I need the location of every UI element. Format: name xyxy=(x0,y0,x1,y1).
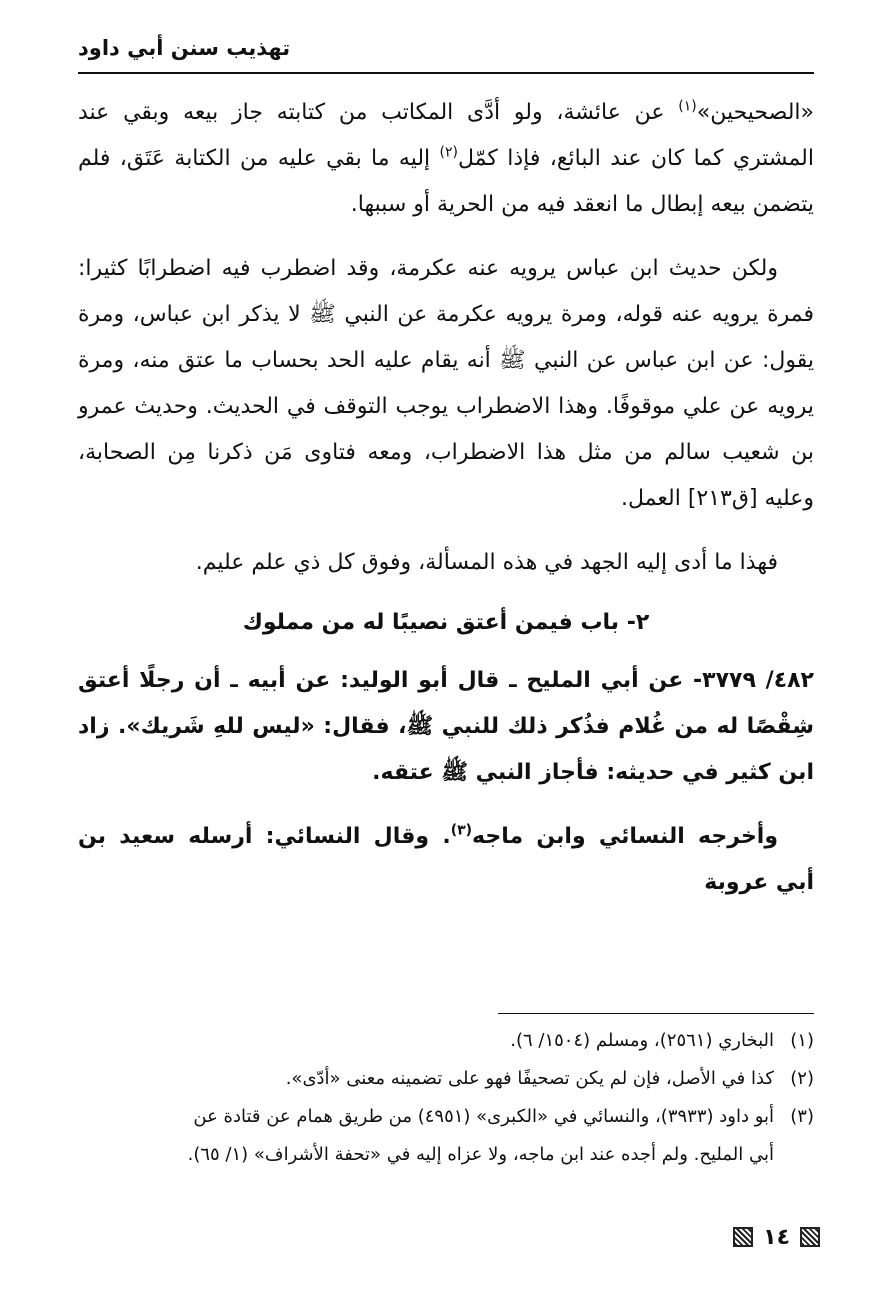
paragraph-1 xyxy=(78,90,814,228)
footnote-number: (١) xyxy=(790,1030,814,1051)
footnote-ref-2[interactable]: (٢) xyxy=(439,144,459,161)
footnote-ref-3[interactable]: (٣) xyxy=(450,822,473,839)
p1-text-b: عن عائشة، ولو أدَّى المكاتب من كتابته جاز بيعه وبقي عند المشتري كما كان عند البائع، فإذا كمّل xyxy=(78,100,815,171)
chapter-heading: ٢- باب فيمن أعتق نصيبًا له من مملوك xyxy=(242,610,650,635)
footnote-number: (٢) xyxy=(790,1068,814,1089)
p4-text-b: . وقال النسائي: أرسله سعيد بن أبي عروبة xyxy=(78,824,814,895)
paragraph-3: فهذا ما أدى إليه الجهد في هذه المسألة، وفوق كل ذي علم عليم. xyxy=(195,550,778,575)
p1-text-a: «الصحيحين» xyxy=(696,100,814,125)
footnotes xyxy=(78,1022,814,1174)
footnote-1 xyxy=(78,1022,814,1060)
p4-text-a: وأخرجه النسائي وابن ماجه xyxy=(472,824,779,849)
page-footer xyxy=(690,1222,820,1252)
ornament-icon xyxy=(800,1227,820,1247)
footnote-divider xyxy=(498,1013,814,1014)
page-number: ١٤ xyxy=(763,1224,790,1250)
footnote-text: البخاري (٢٥٦١)، ومسلم (١٥٠٤/ ٦). xyxy=(510,1030,774,1051)
paragraph-4 xyxy=(78,814,814,906)
footnote-text: كذا في الأصل، فإن لم يكن تصحيفًا فهو على تضمينه معنى «أدّى». xyxy=(285,1068,774,1089)
ornament-icon xyxy=(733,1227,753,1247)
main-text xyxy=(78,90,814,906)
footnote-2 xyxy=(78,1060,814,1098)
footnote-text: أبو داود (٣٩٣٣)، والنسائي في «الكبرى» (٤٩٥١) من طريق همام عن قتادة عن xyxy=(193,1106,774,1127)
hadith-text: ٤٨٢/ ٣٧٧٩- عن أبي المليح ـ قال أبو الوليد: عن أبيه ـ أن رجلًا أعتق شِقْصًا له من غُلام فذُكر ذلك للنبي ﷺ، فقال: «ليس للهِ شَريك». زاد ابن كثير في حديثه: فأجاز النبي ﷺ عتقه. xyxy=(78,668,814,785)
footnote-3 xyxy=(78,1098,814,1136)
paragraph-2: ولكن حديث ابن عباس يرويه عنه عكرمة، وقد اضطرب فيه اضطرابًا كثيرا: فمرة يرويه عنه قوله، ومرة يرويه عكرمة عن النبي ﷺ لا يذكر ابن عباس، ومرة يقول: عن ابن عباس عن النبي ﷺ أنه يقام عليه الحد بحساب ما عتق منه، ومرة يرويه عن علي موقوفًا. وهذا الاضطراب يوجب التوقف في الحديث. وحديث عمرو بن شعيب سالم من مثل هذا الاضطراب، ومعه فتاوى مَن ذكرنا مِن الصحابة، وعليه [ق٢١٣] العمل. xyxy=(78,256,814,511)
running-title: تهذيب سنن أبي داود xyxy=(78,36,291,60)
p1-text-c: إليه ما بقي عليه من الكتابة عَتَق، فلم يتضمن بيعه إبطال ما انعقد فيه من الحرية أو سببها. xyxy=(78,146,814,217)
running-header xyxy=(78,30,814,74)
footnote-number: (٣) xyxy=(790,1106,814,1127)
footnote-ref-1[interactable]: (١) xyxy=(678,98,697,115)
footnote-3-continuation: أبي المليح. ولم أجده عند ابن ماجه، ولا عزاه إليه في «تحفة الأشراف» (١/ ٦٥). xyxy=(187,1144,774,1165)
